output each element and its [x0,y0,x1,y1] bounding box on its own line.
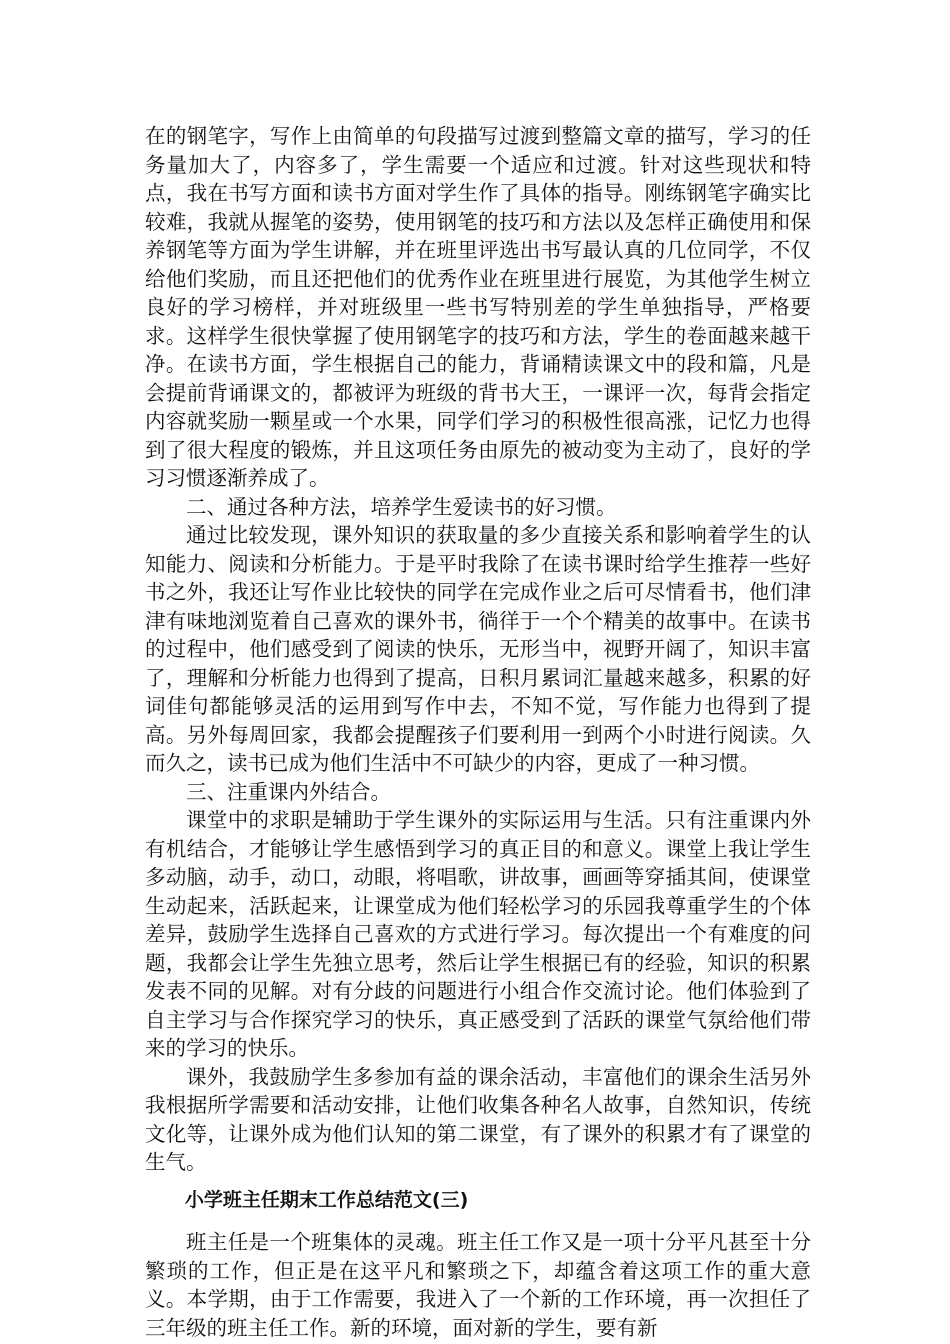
subheading-three: 三、注重课内外结合。 [186,779,391,804]
paragraph-reading: 通过比较发现，课外知识的获取量的多少直接关系和影响着学生的认知能力、阅读和分析能力。于是平时我除了在读书课时给学生推荐一些好书之外，我还让写作业比较快的同学在完成作业之后可尽情看书，他们津津有味地浏览着自己喜欢的课外书，徜徉于一个个精美的故事中。在读书的过程中，他们感受到了阅读的快乐，无形当中，视野开阔了，知识丰富了，理解和分析能力也得到了提高，日积月累词汇量越来越多，积累的好词佳句都能够灵活的运用到写作中去，不知不觉，写作能力也得到了提高。另外每周回家，我都会提醒孩子们要利用一到两个小时进行阅读。久而久之，读书已成为他们生活中不可缺少的内容，更成了一种习惯。 [145,523,811,775]
paragraph-continued: 在的钢笔字，写作上由简单的句段描写过渡到整篇文章的描写，学习的任务量加大了，内容多了，学生需要一个适应和过渡。针对这些现状和特点，我在书写方面和读书方面对学生作了具体的指导。刚练钢笔字确实比较难，我就从握笔的姿势，使用钢笔的技巧和方法以及怎样正确使用和保养钢笔等方面为学生讲解，并在班里评选出书写最认真的几位同学，不仅给他们奖励，而且还把他们的优秀作业在班里进行展览，为其他学生树立良好的学习榜样，并对班级里一些书写特别差的学生单独指导，严格要求。这样学生很快掌握了使用钢笔字的技巧和方法，学生的卷面越来越干净。在读书方面，学生根据自己的能力，背诵精读课文中的段和篇，凡是会提前背诵课文的，都被评为班级的背书大王，一课评一次，每背会指定内容就奖励一颗星或一个水果，同学们学习的积极性很高涨，记忆力也得到了很大程度的锻炼，并且这项任务由原先的被动变为主动了，良好的学习习惯逐渐养成了。 [145,124,811,490]
paragraph-classroom: 课堂中的求职是辅助于学生课外的实际运用与生活。只有注重课内外有机结合，才能够让学生感悟到学习的真正目的和意义。课堂上我让学生多动脑，动手，动口，动眼，将唱歌，讲故事，画画等穿插其间，使课堂生动起来，活跃起来，让课堂成为他们轻松学习的乐园我尊重学生的个体差异，鼓励学生选择自己喜欢的方式进行学习。每次提出一个有难度的问题，我都会让学生先独立思考，然后让学生根据已有的经验，知识的积累发表不同的见解。对有分歧的问题进行小组合作交流讨论。他们体验到了自主学习与合作探究学习的快乐，真正感受到了活跃的课堂气氛给他们带来的学习的快乐。 [145,808,811,1060]
section-heading: 小学班主任期末工作总结范文(三) [184,1188,469,1211]
subheading-two: 二、通过各种方法，培养学生爱读书的好习惯。 [186,494,617,519]
document-body [145,122,811,1342]
paragraph-extracurricular: 课外，我鼓励学生多参加有益的课余活动，丰富他们的课余生活另外我根据所学需要和活动安排，让他们收集各种名人故事，自然知识，传统文化等，让课外成为他们认知的第二课堂，有了课外的积累才有了课堂的生气。 [145,1064,811,1174]
paragraph-section-three-intro: 班主任是一个班集体的灵魂。班主任工作又是一项十分平凡甚至十分繁琐的工作，但正是在这平凡和繁琐之下，却蕴含着这项工作的重大意义。本学期，由于工作需要，我进入了一个新的工作环境，再一次担任了三年级的班主任工作。新的环境，面对新的学生，要有新 [145,1230,811,1340]
